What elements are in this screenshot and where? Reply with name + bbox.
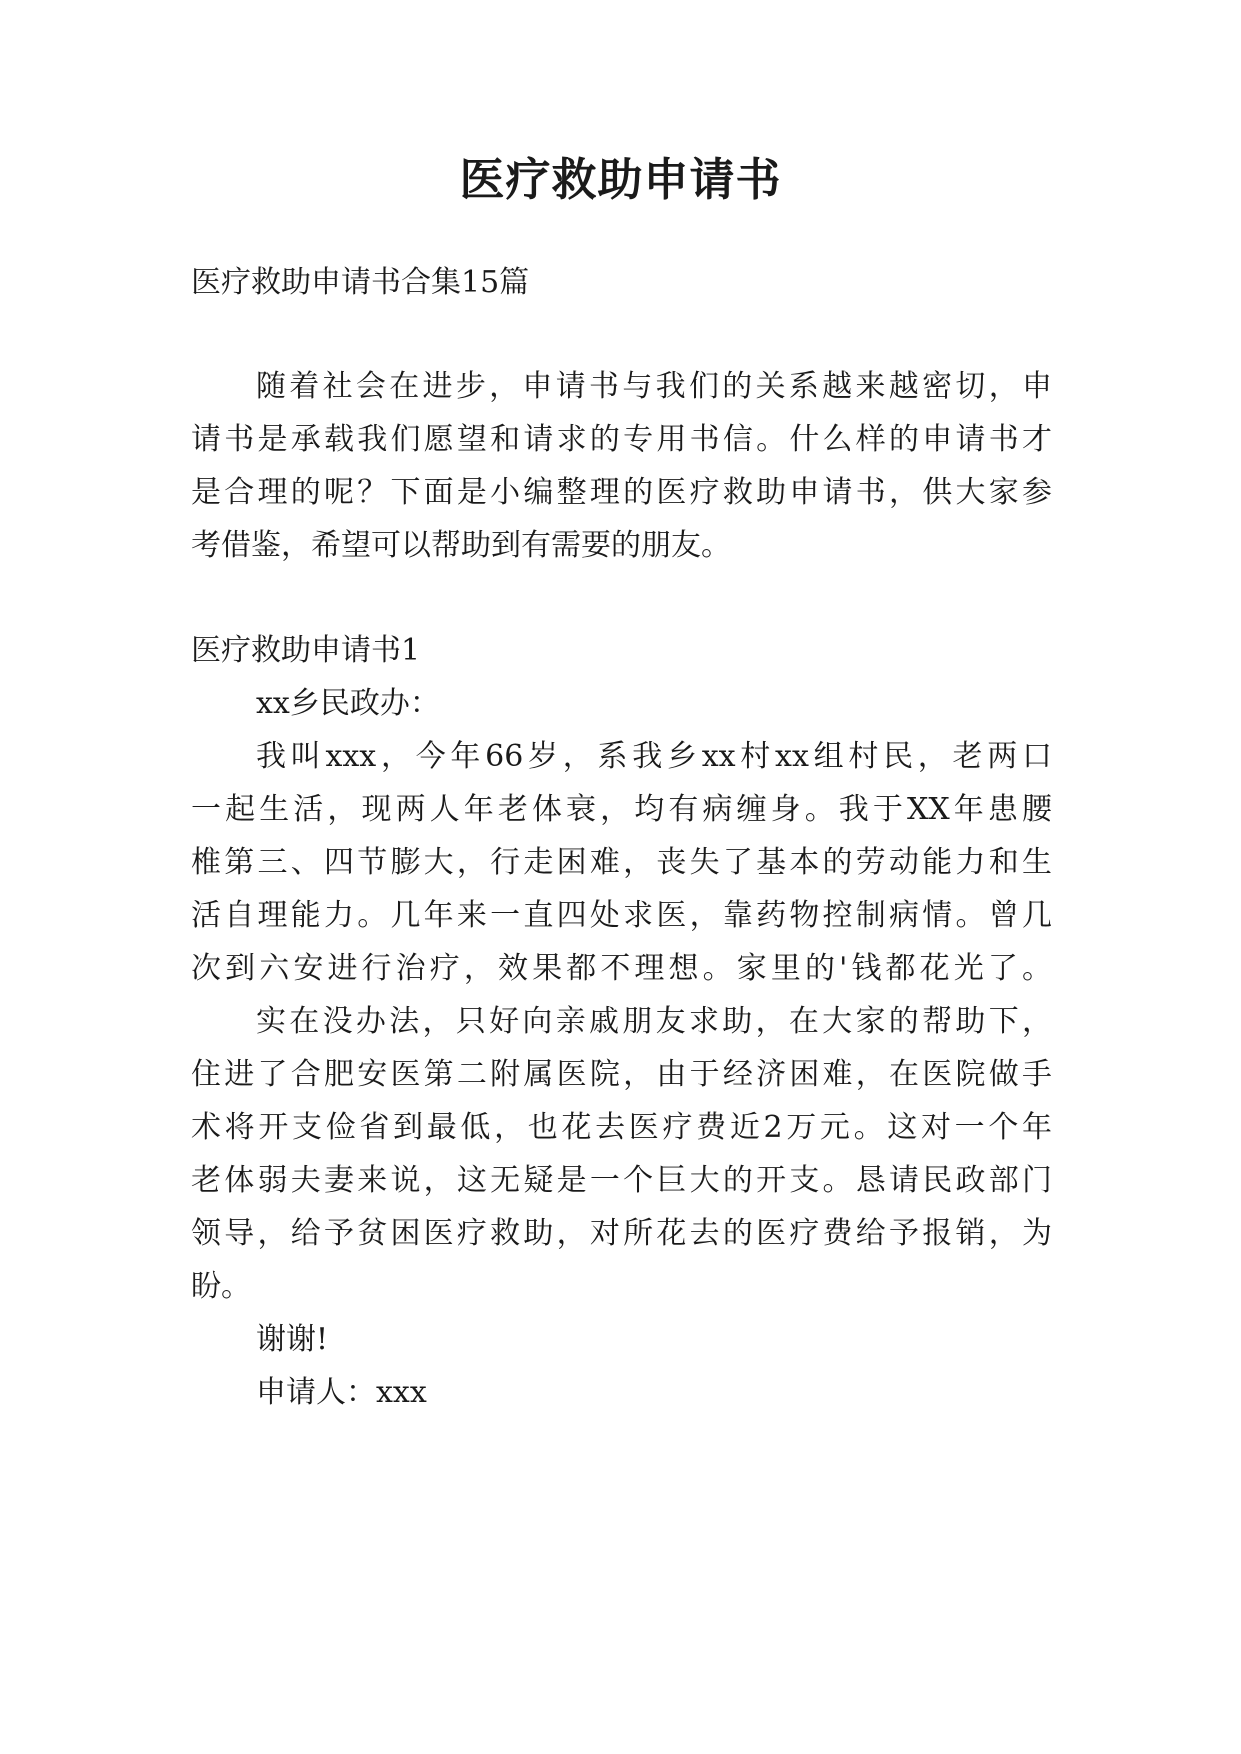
paragraph-line: 活自理能力。几年来一直四处求医，靠药物控制病情。曾几 bbox=[191, 898, 1052, 933]
document-title: 医疗救助申请书 bbox=[459, 153, 782, 206]
paragraph-line: 术将开支俭省到最低，也花去医疗费近2万元。这对一个年 bbox=[191, 1110, 1052, 1145]
paragraph-line: 次到六安进行治疗，效果都不理想。家里的'钱都花光了。 bbox=[191, 951, 1052, 986]
paragraph-line: 住进了合肥安医第二附属医院，由于经济困难，在医院做手 bbox=[191, 1057, 1052, 1092]
document-subtitle: 医疗救助申请书合集15篇 bbox=[191, 265, 530, 300]
paragraph-line: 老体弱夫妻来说，这无疑是一个巨大的开支。恳请民政部门 bbox=[191, 1163, 1052, 1198]
letter-salutation: xx乡民政办： bbox=[256, 686, 440, 721]
intro-line: 请书是承载我们愿望和请求的专用书信。什么样的申请书才 bbox=[191, 422, 1052, 457]
paragraph-line: 我叫xxx，今年66岁，系我乡xx村xx组村民，老两口 bbox=[256, 739, 1052, 774]
intro-line: 是合理的呢？下面是小编整理的医疗救助申请书，供大家参 bbox=[191, 475, 1052, 510]
paragraph-line: 椎第三、四节膨大，行走困难，丧失了基本的劳动能力和生 bbox=[191, 845, 1052, 880]
paragraph-line: 盼。 bbox=[191, 1269, 251, 1304]
paragraph-line: 实在没办法，只好向亲戚朋友求助，在大家的帮助下， bbox=[256, 1004, 1052, 1039]
letter-applicant: 申请人：xxx bbox=[256, 1375, 427, 1410]
letter-thanks: 谢谢! bbox=[256, 1322, 329, 1357]
intro-line: 随着社会在进步，申请书与我们的关系越来越密切，申 bbox=[256, 369, 1052, 404]
intro-line: 考借鉴，希望可以帮助到有需要的朋友。 bbox=[191, 528, 731, 563]
paragraph-line: 一起生活，现两人年老体衰，均有病缠身。我于XX年患腰 bbox=[191, 792, 1052, 827]
paragraph-line: 领导，给予贫困医疗救助，对所花去的医疗费给予报销，为 bbox=[191, 1216, 1052, 1251]
section-heading: 医疗救助申请书1 bbox=[191, 633, 421, 668]
